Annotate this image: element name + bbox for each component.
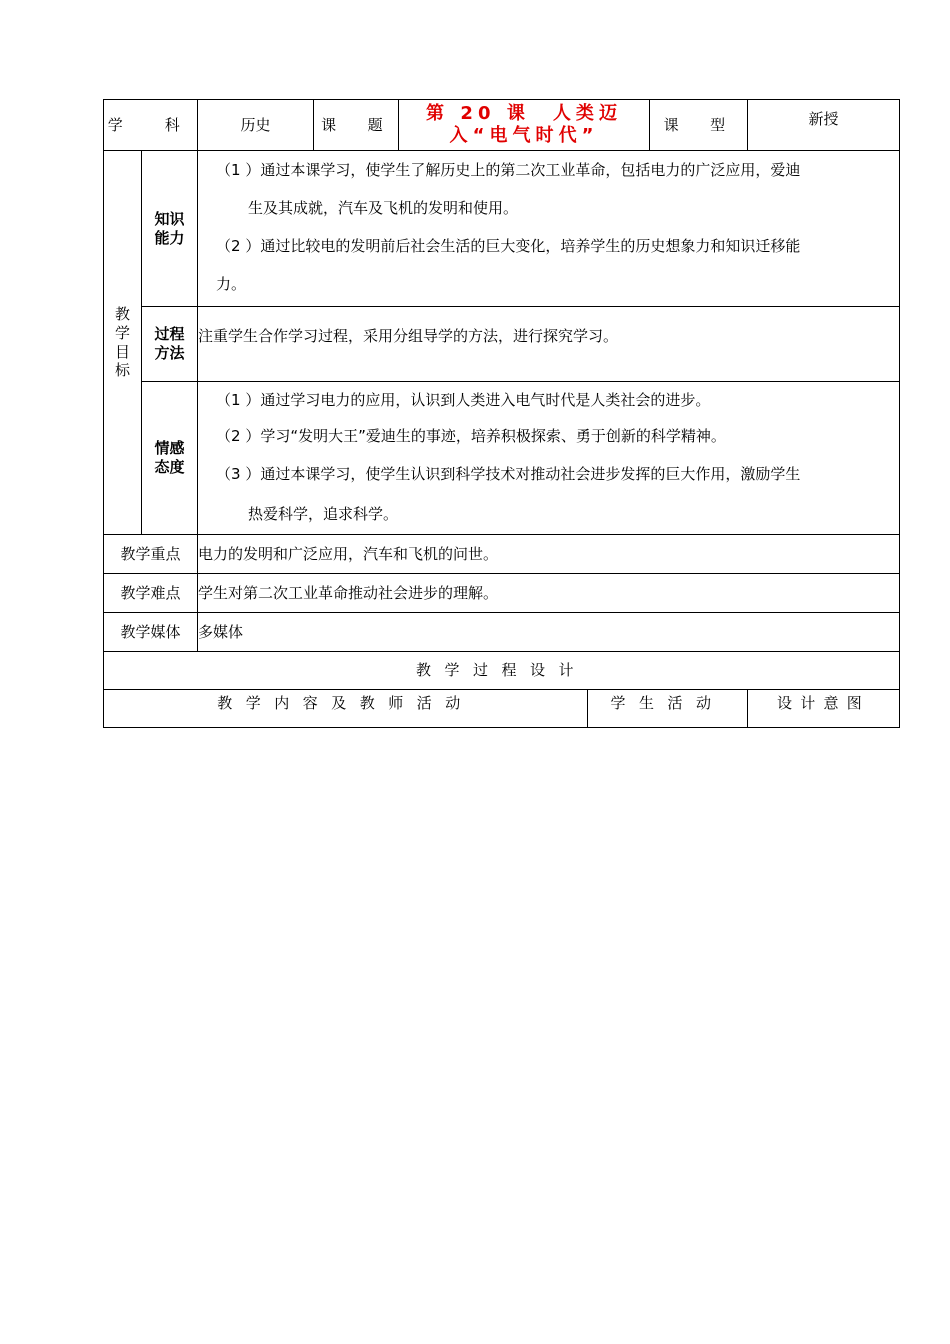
process-label-line1: 过程 (154, 325, 185, 344)
process-content (198, 307, 900, 382)
knowledge-item2-line1: （2 ）通过比较电的发明前后社会生活的巨大变化，培养学生的历史想象力和知识迁移能 (216, 237, 801, 255)
type-value: 新授 (808, 110, 839, 128)
emotion-content (198, 382, 900, 535)
objective-process-row (104, 307, 900, 382)
key-point-label: 教学重点 (120, 544, 181, 563)
media-label: 教学媒体 (120, 622, 181, 641)
key-point-text: 电力的发明和广泛应用，汽车和飞机的问世。 (198, 544, 499, 563)
emotion-item1: （1 ）通过学习电力的应用，认识到人类进入电气时代是人类社会的进步。 (216, 391, 711, 409)
topic-title-line1: 第 20 课 人类迈 (426, 103, 623, 124)
col-student-activity: 学生活动 (610, 694, 725, 712)
knowledge-label-line2: 能力 (154, 228, 185, 247)
difficulty-label: 教学难点 (120, 583, 181, 602)
col-design-intent: 设计意图 (777, 694, 871, 712)
topic-value (399, 100, 650, 151)
process-design-header-row (104, 690, 900, 728)
objectives-char-1: 教 (114, 305, 130, 323)
process-label-line2: 方法 (154, 344, 185, 362)
process-design-title-row (104, 652, 900, 690)
difficulty-row (104, 574, 900, 613)
emotion-item2: （2 ）学习“发明大王”爱迪生的事迹，培养积极探索、勇于创新的科学精神。 (216, 427, 726, 445)
emotion-label-line2: 态度 (154, 458, 185, 476)
knowledge-label-line1: 知识 (154, 209, 185, 228)
subject-label: 学 科 (107, 115, 194, 134)
type-label: 课 型 (663, 115, 734, 134)
emotion-item3-line1: （3 ）通过本课学习，使学生认识到科学技术对推动社会进步发挥的巨大作用，激励学生 (216, 465, 801, 483)
emotion-item3-line2: 热爱科学，追求科学。 (248, 505, 399, 523)
subject-value: 历史 (240, 115, 271, 134)
topic-title-line2: 入“电气时代” (449, 125, 599, 146)
media-text: 多媒体 (198, 622, 244, 641)
emotion-label (142, 382, 198, 535)
process-design-title: 教学过程设计 (416, 661, 588, 680)
knowledge-item2-line2: 力。 (216, 275, 247, 293)
objectives-group-label (104, 151, 142, 535)
knowledge-item1-line1: （1 ）通过本课学习，使学生了解历史上的第二次工业革命，包括电力的广泛应用，爱迪 (216, 161, 801, 179)
knowledge-label (142, 151, 198, 307)
objectives-char-3: 目 (114, 342, 130, 361)
emotion-label-line1: 情感 (154, 439, 185, 458)
knowledge-item1-line2: 生及其成就，汽车及飞机的发明和使用。 (248, 199, 519, 217)
media-row (104, 613, 900, 652)
process-text: 注重学生合作学习过程，采用分组导学的方法，进行探究学习。 (198, 327, 619, 345)
difficulty-text: 学生对第二次工业革命推动社会进步的理解。 (198, 583, 499, 602)
key-point-row (104, 535, 900, 574)
process-label (142, 307, 198, 382)
col-teacher-activity: 教学内容及教师活动 (217, 694, 474, 712)
knowledge-content (198, 151, 900, 307)
header-row (104, 100, 900, 151)
objective-emotion-row (104, 382, 900, 535)
objective-knowledge-row (104, 151, 900, 307)
lesson-plan-table (103, 99, 900, 728)
objectives-char-2: 学 (114, 323, 130, 342)
topic-label: 课 题 (321, 115, 391, 134)
objectives-char-4: 标 (114, 361, 130, 380)
